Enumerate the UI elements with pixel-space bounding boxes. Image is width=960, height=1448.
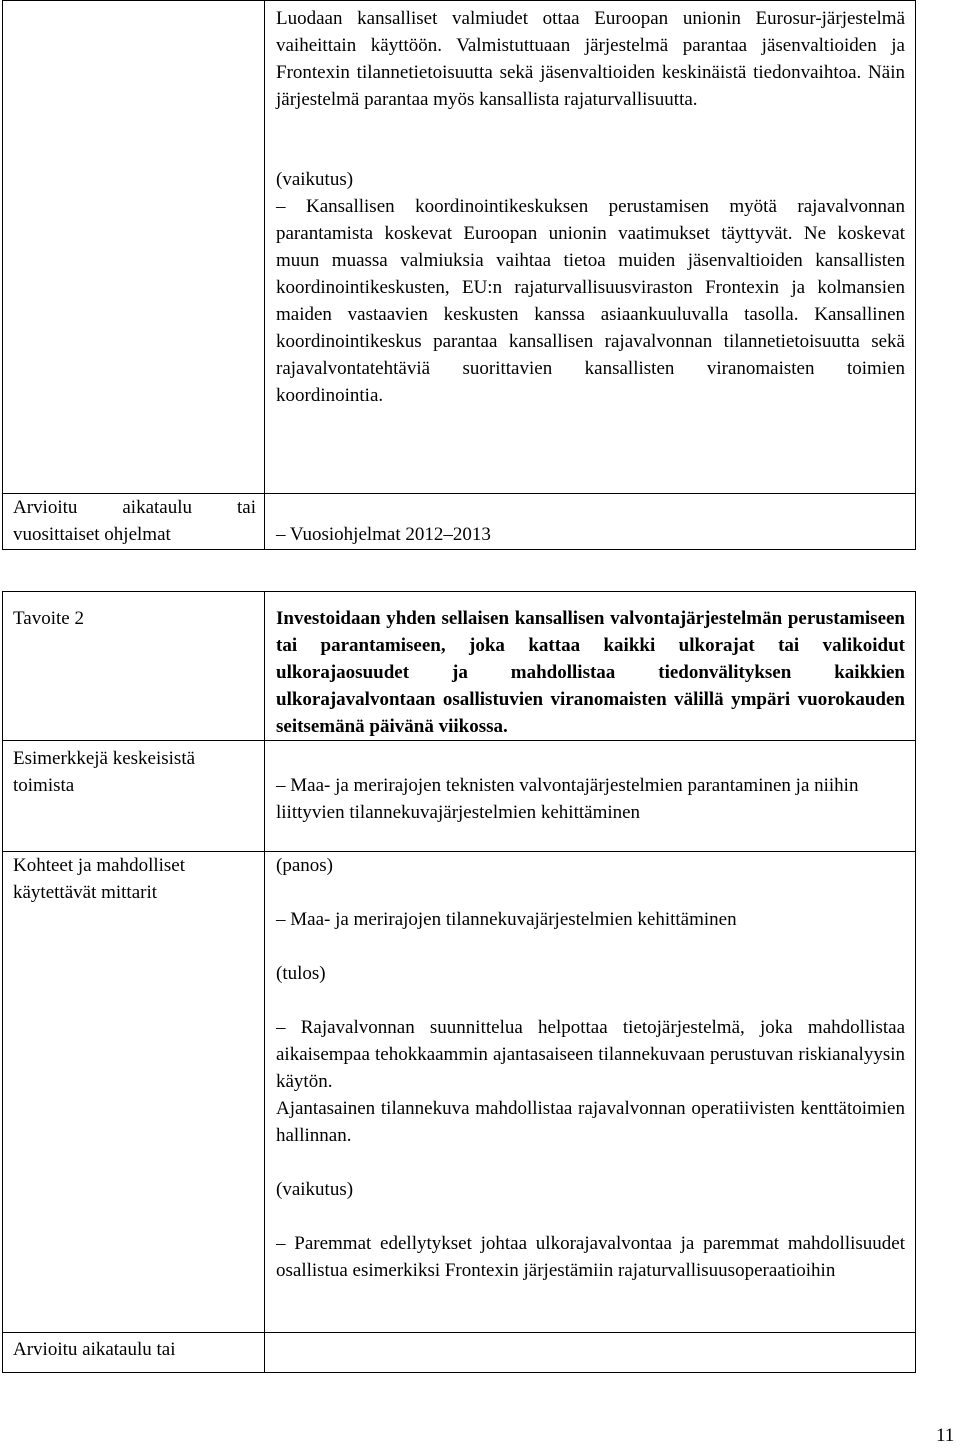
impact-text-2: – Paremmat edellytykset johtaa ulkorajavalvontaa ja paremmat mahdollisuudet osallistua esimerkiksi Frontexin järjestämiin rajaturvallisuusoperaatioihin (276, 1233, 905, 1281)
objective-table-continued (2, 0, 916, 550)
impact-text: – Kansallisen koordinointikeskuksen perustamisen myötä rajavalvonnan parantamista koskevat Euroopan unionin vaatimukset täyttyvät. Ne koskevat muun muassa valmiuksia vaihtaa tietoa muiden jäsenvaltioiden kansallisten koordinointikeskusten, EU:n rajaturvallisuusviraston Frontexin ja kolmansien maiden vastaavien keskusten kanssa asiaankuuluvalla tasolla. Kansallinen koordinointikeskus parantaa kansallisen rajavalvonnan tilannetietoisuutta sekä rajavalvontatehtäviä suorittavien kansallisten viranomaisten toimien koordinointia. (276, 196, 905, 406)
impact-label: (vaikutus) (276, 169, 354, 190)
examples-text: – Maa- ja merirajojen teknisten valvontajärjestelmien parantaminen ja niihin liittyvien tilannekuvajärjestelmien kehittäminen (276, 775, 859, 823)
examples-label-cell (3, 741, 265, 852)
targets-text-cell (265, 852, 916, 1333)
output-text-2: Ajantasainen tilannekuva mahdollistaa rajavalvonnan operatiivisten kenttätoimien hallinnan. (276, 1098, 905, 1146)
input-text: – Maa- ja merirajojen tilannekuvajärjestelmien kehittäminen (276, 909, 737, 930)
examples-text-cell (265, 741, 916, 852)
goal-2-table (2, 591, 916, 1373)
schedule-label-cell (3, 494, 265, 550)
schedule-value-cell (265, 494, 916, 550)
page-number: 11 (936, 1425, 955, 1446)
schedule-label: Arvioitu aikataulu tai vuosittaiset ohjelmat (13, 497, 256, 545)
schedule-value: – Vuosiohjelmat 2012–2013 (276, 524, 491, 545)
input-label: (panos) (276, 855, 333, 876)
empty-label-cell (3, 1, 265, 494)
targets-label-cell (3, 852, 265, 1333)
goal-label: Tavoite 2 (13, 608, 84, 629)
targets-label: Kohteet ja mahdolliset käytettävät mittarit (13, 855, 186, 903)
goal-text: Investoidaan yhden sellaisen kansallisen valvontajärjestelmän perustamiseen tai parantamiseen, joka kattaa kaikki ulkorajat tai valikoidut ulkorajaosuudet ja mahdollistaa tiedonvälityksen kaikkien ulkorajavalvontaan osallistuvien viranomaisten välillä ympäri vuorokauden seitsemänä päivänä viikossa. (276, 608, 905, 737)
examples-label: Esimerkkejä keskeisistä toimista (13, 748, 196, 796)
schedule-label-cell-2 (3, 1333, 265, 1373)
goal-label-cell (3, 592, 265, 741)
impact-label-2: (vaikutus) (276, 1179, 354, 1200)
objective-description-cell (265, 1, 916, 494)
output-text-1: – Rajavalvonnan suunnittelua helpottaa tietojärjestelmä, joka mahdollistaa aikaisempaa tehokkaammin ajantasaiseen tilannekuvaan perustuvan riskianalyysin käytön. (276, 1017, 905, 1092)
goal-text-cell (265, 592, 916, 741)
eurosur-text: Luodaan kansalliset valmiudet ottaa Euroopan unionin Eurosur-järjestelmä vaiheittain käyttöön. Valmistuttuaan järjestelmä parantaa jäsenvaltioiden ja Frontexin tilannetietoisuutta sekä jäsenvaltioiden keskinäistä tiedonvaihtoa. Näin järjestelmä parantaa myös kansallista rajaturvallisuutta. (276, 8, 905, 110)
schedule-value-cell-2 (265, 1333, 916, 1373)
schedule-label-2: Arvioitu aikataulu tai (13, 1339, 176, 1360)
output-label: (tulos) (276, 963, 326, 984)
